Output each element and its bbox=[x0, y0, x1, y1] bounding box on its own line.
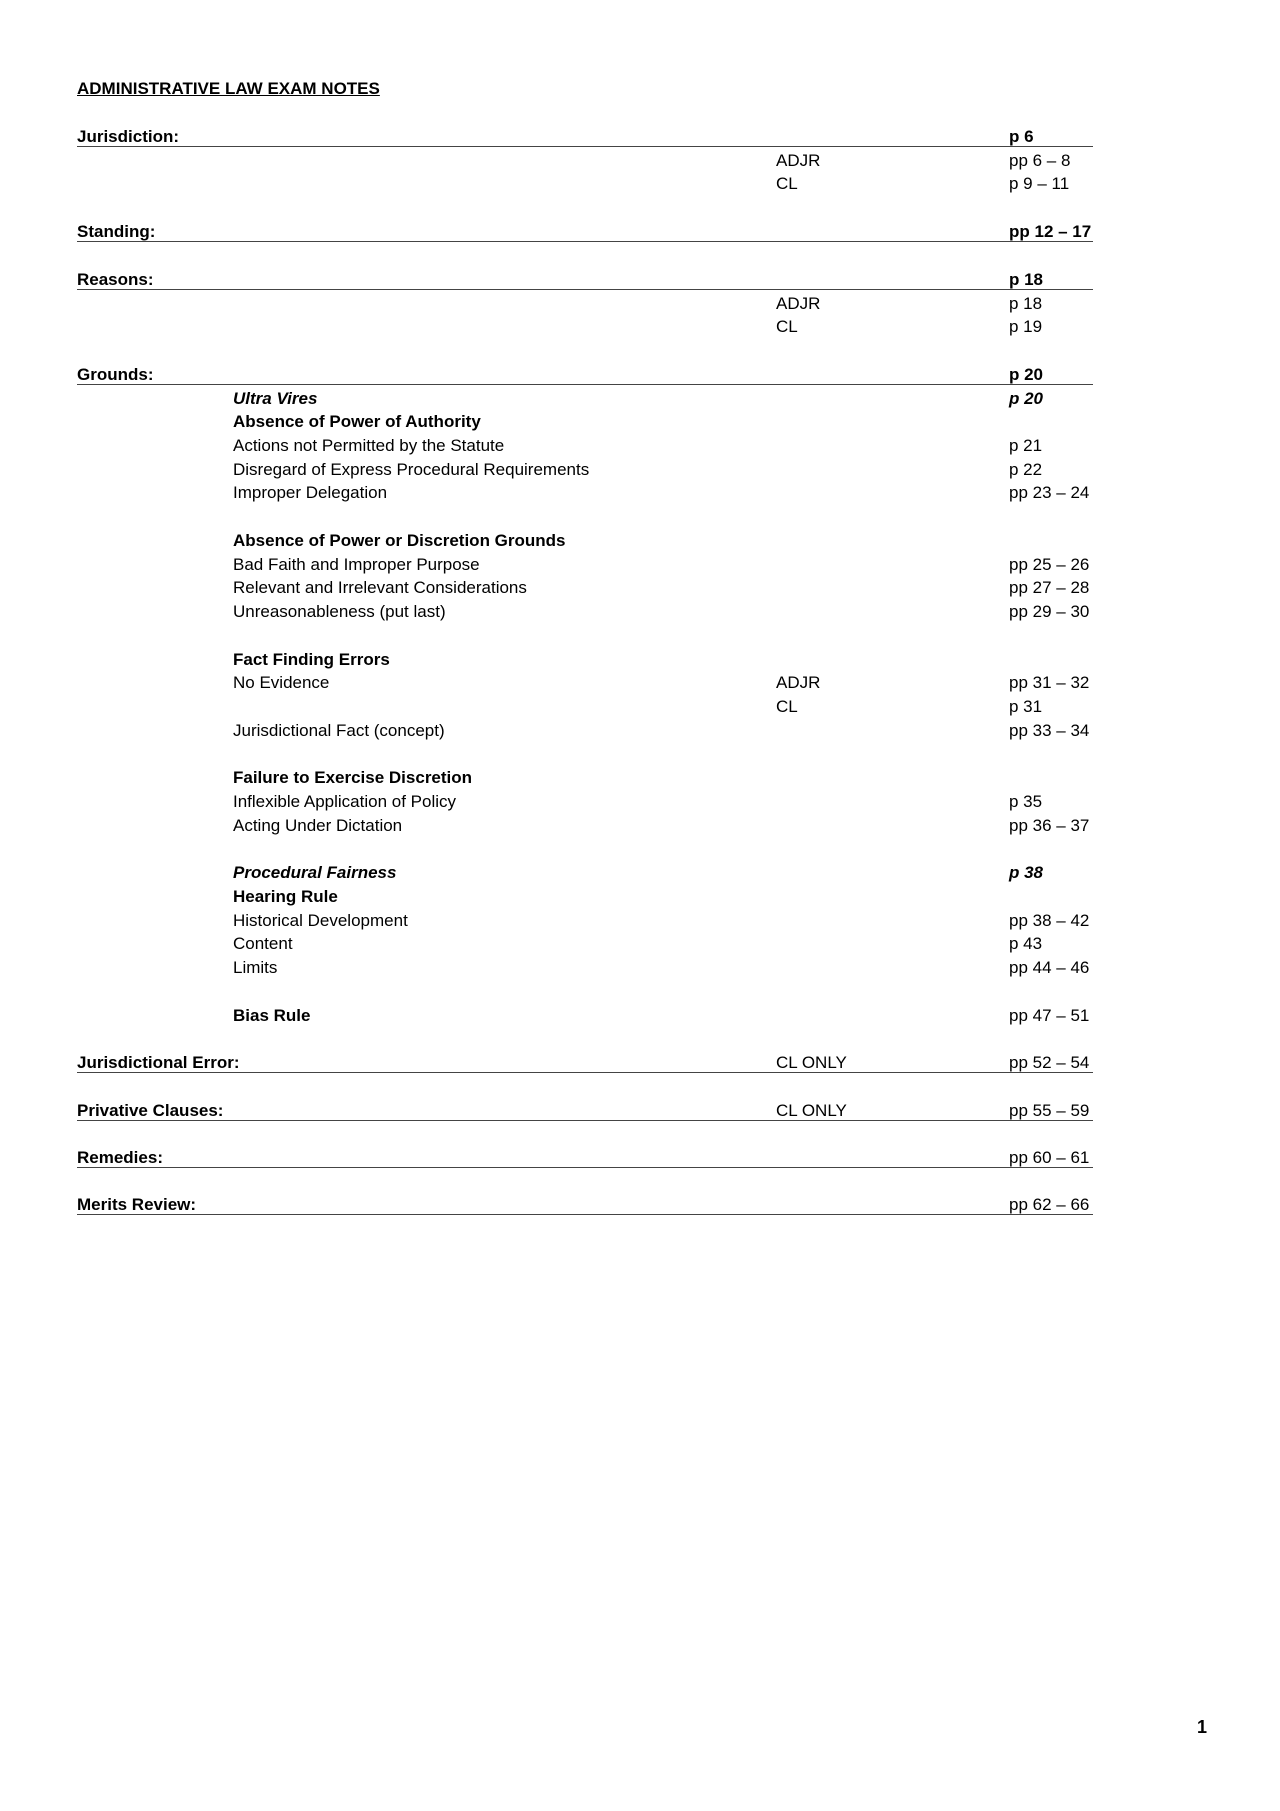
section-heading: Standing: bbox=[77, 222, 156, 241]
procedural-fairness-row bbox=[0, 863, 1280, 885]
page-ref: pp 23 – 24 bbox=[1009, 483, 1090, 502]
section-heading: Jurisdictional Error: bbox=[77, 1053, 240, 1072]
page-ref: p 18 bbox=[1009, 294, 1043, 313]
item-label: Limits bbox=[233, 958, 278, 977]
item-label: Relevant and Irrelevant Considerations bbox=[233, 578, 527, 597]
ultra-vires-row bbox=[0, 389, 1280, 411]
section-heading: Grounds: bbox=[77, 365, 154, 384]
group-heading-row bbox=[0, 650, 1280, 672]
sub-label: CL bbox=[776, 174, 798, 193]
sub-label: ADJR bbox=[776, 151, 821, 170]
group-heading: Hearing Rule bbox=[233, 887, 338, 906]
list-item bbox=[0, 721, 1280, 743]
section-rule bbox=[77, 241, 1093, 242]
item-label: Jurisdictional Fact (concept) bbox=[233, 721, 445, 740]
page-ref: p 35 bbox=[1009, 792, 1043, 811]
list-item bbox=[0, 816, 1280, 838]
section-rule bbox=[77, 1120, 1093, 1121]
page-ref: p 9 – 11 bbox=[1009, 174, 1070, 193]
item-label: Unreasonableness (put last) bbox=[233, 602, 446, 621]
section-heading: Remedies: bbox=[77, 1148, 163, 1167]
item-label: No Evidence bbox=[233, 673, 330, 692]
item-label: Acting Under Dictation bbox=[233, 816, 403, 835]
page-ref: pp 25 – 26 bbox=[1009, 555, 1090, 574]
section-heading: Merits Review: bbox=[77, 1195, 197, 1214]
list-item bbox=[0, 911, 1280, 933]
section-note: CL ONLY bbox=[776, 1101, 847, 1120]
page-ref: p 20 bbox=[1009, 389, 1044, 408]
page-ref: pp 27 – 28 bbox=[1009, 578, 1090, 597]
group-heading: Failure to Exercise Discretion bbox=[233, 768, 473, 787]
section-page-ref: pp 52 – 54 bbox=[1009, 1053, 1090, 1072]
list-item bbox=[0, 578, 1280, 600]
group-heading: Fact Finding Errors bbox=[233, 650, 390, 669]
group-heading-row bbox=[0, 768, 1280, 790]
list-item bbox=[0, 792, 1280, 814]
bias-rule-row bbox=[0, 1006, 1280, 1028]
list-item bbox=[0, 174, 1280, 196]
list-item bbox=[0, 294, 1280, 316]
page-ref: pp 29 – 30 bbox=[1009, 602, 1090, 621]
section-reasons bbox=[0, 270, 1280, 292]
sub-label: ADJR bbox=[776, 294, 821, 313]
page-ref: p 22 bbox=[1009, 460, 1043, 479]
item-label: Disregard of Express Procedural Requirements bbox=[233, 460, 590, 479]
group-heading: Bias Rule bbox=[233, 1006, 311, 1025]
section-rule bbox=[77, 289, 1093, 290]
document-title: ADMINISTRATIVE LAW EXAM NOTES bbox=[77, 79, 380, 98]
page-ref: pp 36 – 37 bbox=[1009, 816, 1090, 835]
section-grounds bbox=[0, 365, 1280, 387]
section-page-ref: pp 55 – 59 bbox=[1009, 1101, 1090, 1120]
section-rule bbox=[77, 1214, 1093, 1215]
section-page-ref: pp 60 – 61 bbox=[1009, 1148, 1090, 1167]
list-item bbox=[0, 958, 1280, 980]
list-item bbox=[0, 151, 1280, 173]
list-item bbox=[0, 317, 1280, 339]
item-label: Bad Faith and Improper Purpose bbox=[233, 555, 480, 574]
page-ref: pp 31 – 32 bbox=[1009, 673, 1090, 692]
item-label: Improper Delegation bbox=[233, 483, 388, 502]
group-heading-row bbox=[0, 887, 1280, 909]
section-standing bbox=[0, 222, 1280, 244]
sub-label: ADJR bbox=[776, 673, 821, 692]
page-ref: p 38 bbox=[1009, 863, 1044, 882]
item-label: Content bbox=[233, 934, 293, 953]
item-label: Inflexible Application of Policy bbox=[233, 792, 457, 811]
item-label: Historical Development bbox=[233, 911, 408, 930]
section-page-ref: pp 12 – 17 bbox=[1009, 222, 1092, 241]
section-page-ref: p 20 bbox=[1009, 365, 1044, 384]
page-ref: p 43 bbox=[1009, 934, 1043, 953]
page-ref: p 31 bbox=[1009, 697, 1043, 716]
list-item bbox=[0, 555, 1280, 577]
subsection-heading: Procedural Fairness bbox=[233, 863, 397, 882]
section-page-ref: p 18 bbox=[1009, 270, 1044, 289]
section-heading: Privative Clauses: bbox=[77, 1101, 224, 1120]
section-rule bbox=[77, 146, 1093, 147]
page-ref: pp 38 – 42 bbox=[1009, 911, 1090, 930]
section-note: CL ONLY bbox=[776, 1053, 847, 1072]
list-item bbox=[0, 934, 1280, 956]
subsection-heading: Ultra Vires bbox=[233, 389, 318, 408]
list-item bbox=[0, 436, 1280, 458]
list-item bbox=[0, 697, 1280, 719]
sub-label: CL bbox=[776, 317, 798, 336]
section-heading: Reasons: bbox=[77, 270, 154, 289]
section-merits-review bbox=[0, 1195, 1280, 1217]
page-ref: p 21 bbox=[1009, 436, 1043, 455]
page-ref: pp 47 – 51 bbox=[1009, 1006, 1090, 1025]
list-item bbox=[0, 602, 1280, 624]
section-privative-clauses bbox=[0, 1101, 1280, 1123]
section-page-ref: p 6 bbox=[1009, 127, 1034, 146]
list-item bbox=[0, 673, 1280, 695]
section-jurisdiction bbox=[0, 127, 1280, 149]
section-page-ref: pp 62 – 66 bbox=[1009, 1195, 1090, 1214]
section-rule bbox=[77, 1072, 1093, 1073]
page-ref: pp 6 – 8 bbox=[1009, 151, 1071, 170]
page-ref: p 19 bbox=[1009, 317, 1043, 336]
list-item bbox=[0, 460, 1280, 482]
page-number: 1 bbox=[1197, 1717, 1208, 1737]
section-rule bbox=[77, 384, 1093, 385]
section-jurisdictional-error bbox=[0, 1053, 1280, 1075]
group-heading-row bbox=[0, 531, 1280, 553]
section-heading: Jurisdiction: bbox=[77, 127, 180, 146]
group-heading-row bbox=[0, 412, 1280, 434]
page-ref: pp 33 – 34 bbox=[1009, 721, 1090, 740]
item-label: Actions not Permitted by the Statute bbox=[233, 436, 505, 455]
group-heading: Absence of Power or Discretion Grounds bbox=[233, 531, 566, 550]
section-rule bbox=[77, 1167, 1093, 1168]
group-heading: Absence of Power of Authority bbox=[233, 412, 481, 431]
page-ref: pp 44 – 46 bbox=[1009, 958, 1090, 977]
list-item bbox=[0, 483, 1280, 505]
section-remedies bbox=[0, 1148, 1280, 1170]
sub-label: CL bbox=[776, 697, 798, 716]
